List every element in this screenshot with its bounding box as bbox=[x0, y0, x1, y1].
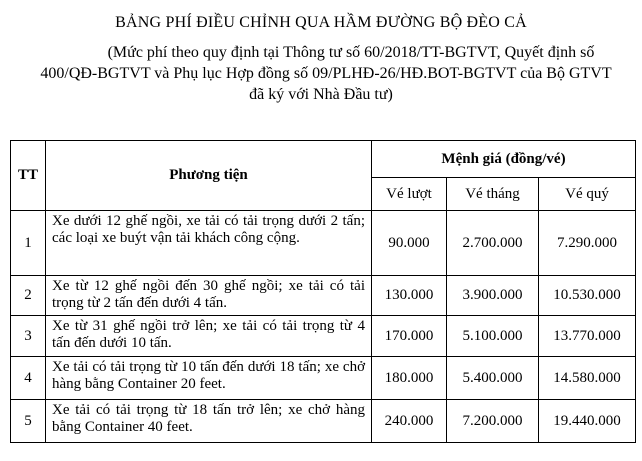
header-price-group: Mệnh giá (đồng/vé) bbox=[372, 141, 636, 178]
single-ticket-price: 240.000 bbox=[372, 400, 447, 443]
subtitle-line-3: đã ký với Nhà Đầu tư) bbox=[249, 86, 393, 103]
table-row bbox=[11, 400, 636, 443]
monthly-ticket-price: 7.200.000 bbox=[447, 400, 539, 443]
header-quarterly-ticket: Vé quý bbox=[539, 178, 636, 211]
monthly-ticket-price: 3.900.000 bbox=[447, 276, 539, 316]
header-vehicle: Phương tiện bbox=[46, 141, 372, 211]
row-number: 4 bbox=[11, 357, 46, 400]
header-monthly-ticket: Vé tháng bbox=[447, 178, 539, 211]
header-tt: TT bbox=[11, 141, 46, 211]
table-row bbox=[11, 211, 636, 276]
quarterly-ticket-price: 19.440.000 bbox=[539, 400, 636, 443]
subtitle-line-1: (Mức phí theo quy định tại Thông tư số 60/2018/TT-BGTVT, Quyết định số bbox=[107, 44, 595, 61]
row-number: 5 bbox=[11, 400, 46, 443]
quarterly-ticket-price: 13.770.000 bbox=[539, 316, 636, 357]
vehicle-description: Xe tải có tải trọng từ 10 tấn đến dưới 18 tấn; xe chở hàng bằng Container 20 feet. bbox=[46, 357, 372, 400]
table-row bbox=[11, 276, 636, 316]
subtitle-line-2: 400/QĐ-BGTVT và Phụ lục Hợp đồng số 09/PLHĐ-26/HĐ.BOT-BGTVT của Bộ GTVT bbox=[40, 65, 612, 82]
page-title: BẢNG PHÍ ĐIỀU CHỈNH QUA HẦM ĐƯỜNG BỘ ĐÈO CẢ bbox=[115, 14, 527, 31]
quarterly-ticket-price: 10.530.000 bbox=[539, 276, 636, 316]
single-ticket-price: 180.000 bbox=[372, 357, 447, 400]
single-ticket-price: 170.000 bbox=[372, 316, 447, 357]
monthly-ticket-price: 2.700.000 bbox=[447, 211, 539, 276]
table-row bbox=[11, 316, 636, 357]
monthly-ticket-price: 5.400.000 bbox=[447, 357, 539, 400]
quarterly-ticket-price: 7.290.000 bbox=[539, 211, 636, 276]
single-ticket-price: 130.000 bbox=[372, 276, 447, 316]
vehicle-description: Xe tải có tải trọng từ 18 tấn trở lên; xe chở hàng bằng Container 40 feet. bbox=[46, 400, 372, 443]
vehicle-description: Xe dưới 12 ghế ngồi, xe tải có tải trọng dưới 2 tấn; các loại xe buýt vận tải khách công cộng. bbox=[46, 211, 372, 276]
monthly-ticket-price: 5.100.000 bbox=[447, 316, 539, 357]
table-row bbox=[11, 357, 636, 400]
row-number: 1 bbox=[11, 211, 46, 276]
fee-table bbox=[10, 140, 636, 443]
single-ticket-price: 90.000 bbox=[372, 211, 447, 276]
vehicle-description: Xe từ 31 ghế ngồi trở lên; xe tải có tải trọng từ 4 tấn đến dưới 10 tấn. bbox=[46, 316, 372, 357]
header-single-ticket: Vé lượt bbox=[372, 178, 447, 211]
row-number: 3 bbox=[11, 316, 46, 357]
subtitle bbox=[0, 42, 642, 105]
row-number: 2 bbox=[11, 276, 46, 316]
vehicle-description: Xe từ 12 ghế ngồi đến 30 ghế ngồi; xe tải có tải trọng từ 2 tấn đến dưới 4 tấn. bbox=[46, 276, 372, 316]
quarterly-ticket-price: 14.580.000 bbox=[539, 357, 636, 400]
